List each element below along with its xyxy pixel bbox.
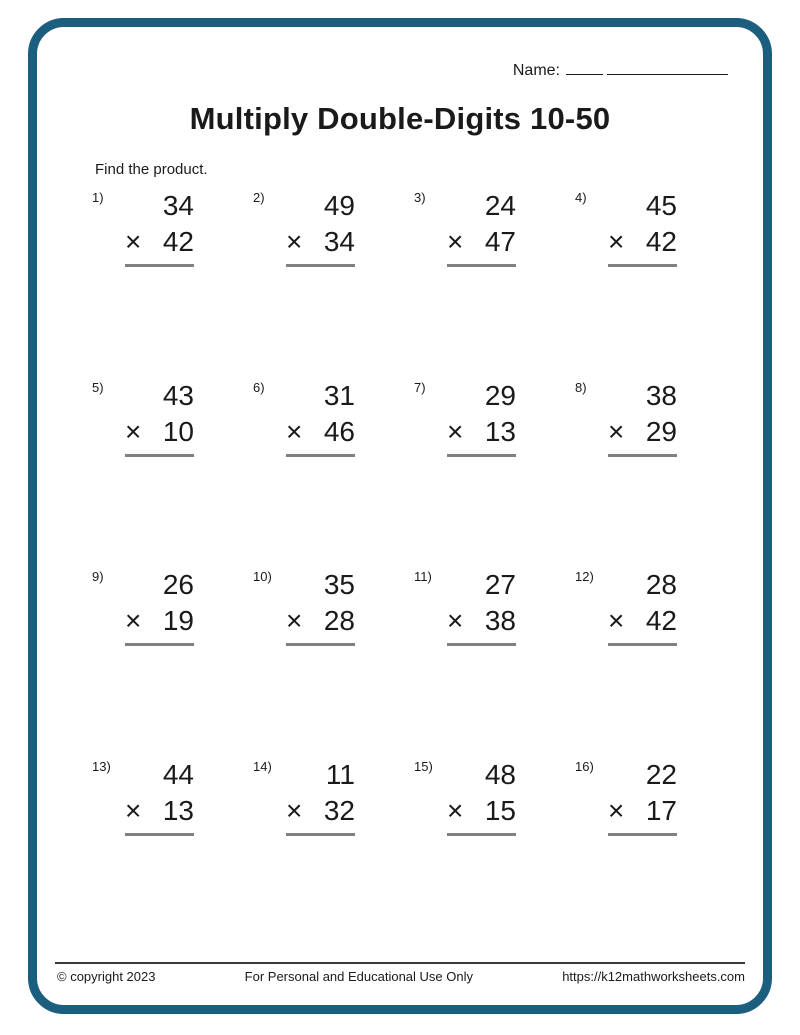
multiplier: 13 [484,415,516,447]
problem [92,376,253,566]
problem [575,565,736,755]
multiply-sign: × [125,605,142,636]
multiplicand: 45 [645,190,677,221]
problem-body [286,376,355,457]
multiplicand: 11 [325,758,355,790]
multiplier: 17 [645,794,677,826]
name-row [0,58,728,80]
multiplicand: 35 [323,569,355,600]
multiplier: 13 [162,794,194,826]
problem [92,186,253,376]
problem [253,186,414,376]
problem-number-label: 12) [575,569,594,584]
multiply-sign: × [608,605,625,636]
problem-body [447,565,516,646]
problem-body [286,565,355,646]
problem-number-label: 6) [253,379,265,395]
multiplicand: 34 [162,190,194,221]
multiplier: 42 [645,226,677,257]
multiply-sign: × [447,226,464,257]
multiplicand: 31 [323,379,355,411]
instructions-text: Find the product. [95,161,208,178]
multiplier: 19 [162,605,194,636]
multiplicand: 43 [162,379,194,411]
multiply-sign: × [286,226,303,257]
name-blank-line [566,58,603,75]
problem [92,755,253,945]
multiplier: 42 [162,226,194,257]
problem-body [125,565,194,646]
problem [575,755,736,945]
multiplier: 29 [645,415,677,447]
problem-body [286,186,355,267]
problem [414,186,575,376]
name-blank-line [607,58,728,75]
multiplier: 42 [645,605,677,636]
problem-number-label: 4) [575,190,587,205]
multiplier: 38 [484,605,516,636]
multiplicand: 48 [484,758,516,790]
problem-body [608,186,677,267]
problem-number-label: 2) [253,190,265,205]
problem [253,565,414,755]
multiplicand: 27 [484,569,516,600]
multiply-sign: × [608,794,625,826]
problem [414,755,575,945]
problem-number-label: 1) [92,190,104,205]
multiply-sign: × [447,794,464,826]
multiplicand: 26 [162,569,194,600]
multiplicand: 22 [645,758,677,790]
multiply-sign: × [447,415,464,447]
multiplicand: 38 [645,379,677,411]
problem [92,565,253,755]
problem-number-label: 10) [253,569,272,584]
multiplier: 32 [323,794,355,826]
name-label: Name: [512,62,560,79]
multiplicand: 44 [162,758,194,790]
problem-number-label: 9) [92,569,104,584]
multiplicand: 29 [484,379,516,411]
problem-number-label: 5) [92,379,104,395]
multiplicand: 28 [645,569,677,600]
multiply-sign: × [286,605,303,636]
problem-body [125,186,194,267]
problem [414,565,575,755]
multiplier: 15 [484,794,516,826]
multiplier: 34 [323,226,355,257]
page-title: Multiply Double-Digits 10-50 [189,101,611,136]
problem-number-label: 7) [414,379,426,395]
problem-body [447,755,516,836]
multiplier: 47 [484,226,516,257]
problems-grid [92,186,736,944]
footer-copyright: © copyright 2023 [57,969,156,984]
problem-number-label: 11) [414,569,432,584]
problem [414,376,575,566]
multiply-sign: × [125,415,142,447]
multiply-sign: × [286,794,303,826]
problem-body [125,755,194,836]
problem-body [608,376,677,457]
problem-body [447,186,516,267]
multiply-sign: × [125,226,142,257]
multiplicand: 49 [323,190,355,221]
problem-body [447,376,516,457]
problem-number-label: 16) [575,758,594,774]
multiply-sign: × [447,605,464,636]
problem-number-label: 3) [414,190,426,205]
multiply-sign: × [608,226,625,257]
multiplier: 10 [162,415,194,447]
multiply-sign: × [125,794,142,826]
problem-body [125,376,194,457]
problem [575,186,736,376]
multiplier: 28 [323,605,355,636]
multiply-sign: × [608,415,625,447]
problem-number-label: 8) [575,379,587,395]
problem-number-label: 13) [92,758,111,774]
problem-body [608,565,677,646]
problem [575,376,736,566]
problem-body [286,755,355,836]
footer-usage: For Personal and Educational Use Only [244,969,474,984]
problem [253,755,414,945]
footer [57,969,745,984]
problem-body [608,755,677,836]
problem-number-label: 15) [414,758,433,774]
problem [253,376,414,566]
multiplicand: 24 [484,190,516,221]
multiplier: 46 [323,415,355,447]
footer-rule [55,962,745,964]
problem-number-label: 14) [253,758,272,774]
footer-url: https://k12mathworksheets.com [562,969,745,984]
multiply-sign: × [286,415,303,447]
